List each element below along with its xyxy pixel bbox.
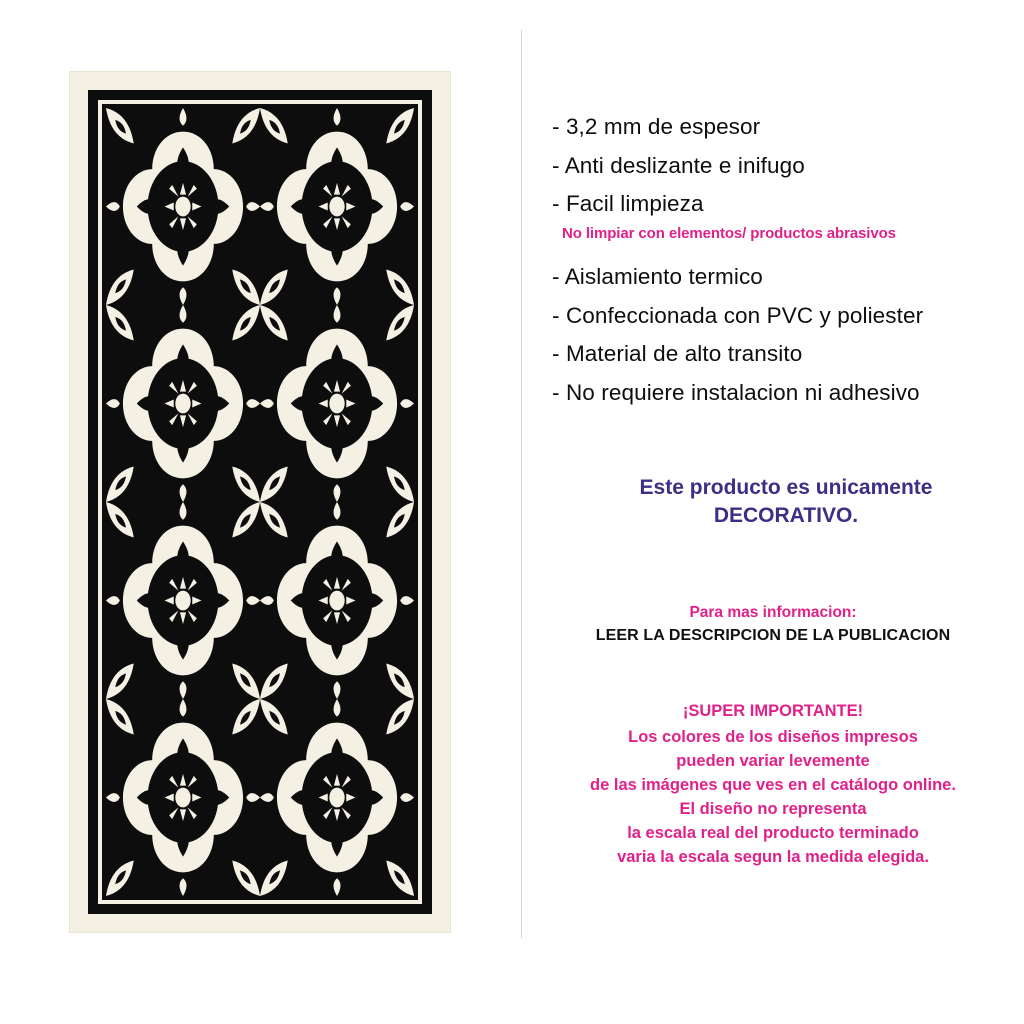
feature-item: - Facil limpieza bbox=[552, 191, 704, 217]
more-info-block bbox=[538, 604, 1008, 645]
cleaning-note: No limpiar con elementos/ productos abrasivos bbox=[562, 225, 896, 243]
mat-tile bbox=[106, 108, 260, 305]
feature-list bbox=[552, 108, 1022, 413]
more-info-title: Para mas informacion: bbox=[689, 604, 857, 621]
mat-tile-grid bbox=[106, 108, 414, 896]
important-notice-line: pueden variar levemente bbox=[676, 751, 870, 770]
important-notice-line: la escala real del producto terminado bbox=[627, 823, 919, 842]
decorative-notice bbox=[576, 474, 996, 531]
feature-item: - No requiere instalacion ni adhesivo bbox=[552, 380, 920, 406]
product-details-pane bbox=[520, 0, 1024, 1024]
more-info-subtitle: LEER LA DESCRIPCION DE LA PUBLICACION bbox=[595, 627, 951, 644]
mat-tile bbox=[260, 699, 414, 896]
important-notice-line: El diseño no representa bbox=[679, 799, 867, 818]
mat-tile bbox=[260, 305, 414, 502]
important-notice-heading: ¡SUPER IMPORTANTE! bbox=[682, 702, 864, 720]
spacer bbox=[552, 242, 1022, 258]
feature-item: - Aislamiento termico bbox=[552, 264, 763, 290]
feature-item: - Confeccionada con PVC y poliester bbox=[552, 302, 924, 328]
mat-tile bbox=[260, 108, 414, 305]
mat-tile bbox=[260, 502, 414, 699]
mat-tile bbox=[106, 699, 260, 896]
decorative-notice-line1: Este producto es unicamente bbox=[639, 476, 933, 499]
important-notice-block bbox=[538, 700, 1008, 869]
vinyl-mat-image bbox=[70, 72, 450, 932]
decorative-notice-line2: DECORATIVO. bbox=[713, 504, 859, 528]
feature-item: - Anti deslizante e inifugo bbox=[552, 152, 805, 178]
important-notice-line: Los colores de los diseños impresos bbox=[628, 727, 918, 746]
feature-item: - 3,2 mm de espesor bbox=[552, 114, 761, 139]
mat-inner-border bbox=[102, 104, 418, 900]
important-notice-line: varia la escala segun la medida elegida. bbox=[617, 847, 929, 866]
feature-item: - Material de alto transito bbox=[552, 341, 803, 367]
mat-tile bbox=[106, 305, 260, 502]
mat-tile bbox=[106, 502, 260, 699]
important-notice-line: de las imágenes que ves en el catálogo online. bbox=[590, 775, 956, 794]
